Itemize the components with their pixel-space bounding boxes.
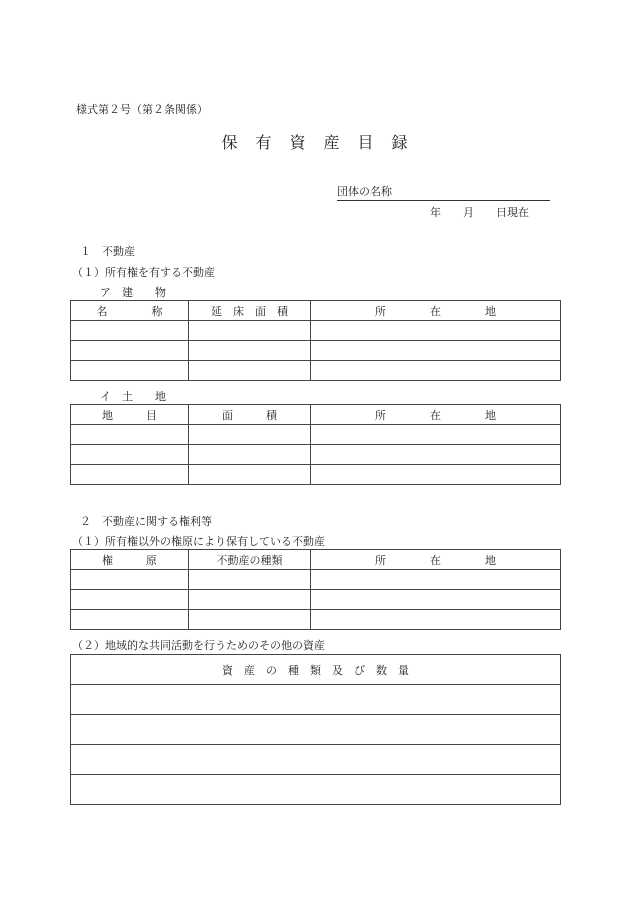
table-cell[interactable] <box>189 610 311 630</box>
section2-sub2: （２）地域的な共同活動を行うためのその他の資産 <box>72 639 325 652</box>
table-row <box>71 685 561 715</box>
table-cell[interactable] <box>311 570 561 590</box>
header-location: 所 在 地 <box>311 301 561 321</box>
table-row <box>71 570 561 590</box>
header-area: 面 積 <box>189 405 311 425</box>
group-name-field[interactable] <box>337 183 550 201</box>
section1-sub1: （１）所有権を有する不動産 <box>72 266 215 279</box>
land-label: イ 土 地 <box>100 390 166 403</box>
date-line: 年 月 日現在 <box>430 206 529 219</box>
other-assets-table <box>70 654 561 805</box>
table-cell[interactable] <box>311 425 561 445</box>
table-cell[interactable] <box>189 590 311 610</box>
table-cell[interactable] <box>311 590 561 610</box>
table-cell[interactable] <box>189 361 311 381</box>
table-cell[interactable] <box>71 570 189 590</box>
table-cell[interactable] <box>189 321 311 341</box>
table-cell[interactable] <box>189 465 311 485</box>
table-cell[interactable] <box>189 425 311 445</box>
table-cell[interactable] <box>189 570 311 590</box>
table-cell[interactable] <box>189 445 311 465</box>
table-row <box>71 321 561 341</box>
table-row <box>71 745 561 775</box>
header-property-type: 不動産の種類 <box>189 550 311 570</box>
land-table <box>70 404 561 485</box>
table-cell[interactable] <box>71 685 561 715</box>
table-cell[interactable] <box>71 341 189 361</box>
section2-sub1: （１）所有権以外の権原により保有している不動産 <box>72 535 325 548</box>
header-floor-area: 延 床 面 積 <box>189 301 311 321</box>
table-cell[interactable] <box>311 361 561 381</box>
table-row <box>71 425 561 445</box>
rights-table <box>70 549 561 630</box>
table-cell[interactable] <box>71 775 561 805</box>
table-cell[interactable] <box>71 590 189 610</box>
table-cell[interactable] <box>71 610 189 630</box>
group-name-label: 団体の名称 <box>337 185 392 198</box>
table-row <box>71 445 561 465</box>
table-cell[interactable] <box>71 715 561 745</box>
page-title: 保 有 資 産 目 録 <box>221 133 409 152</box>
table-cell[interactable] <box>311 610 561 630</box>
table-cell[interactable] <box>71 465 189 485</box>
header-land-category: 地 目 <box>71 405 189 425</box>
table-header-row <box>71 301 561 321</box>
header-name: 名 称 <box>71 301 189 321</box>
buildings-table <box>70 300 561 381</box>
table-row <box>71 610 561 630</box>
table-header-row <box>71 655 561 685</box>
table-header-row <box>71 550 561 570</box>
table-cell[interactable] <box>311 341 561 361</box>
form-label: 様式第２号（第２条関係） <box>76 103 208 116</box>
header-title: 権 原 <box>71 550 189 570</box>
table-cell[interactable] <box>71 425 189 445</box>
table-row <box>71 341 561 361</box>
table-row <box>71 590 561 610</box>
table-row <box>71 465 561 485</box>
table-cell[interactable] <box>71 361 189 381</box>
buildings-label: ア 建 物 <box>100 286 166 299</box>
table-row <box>71 361 561 381</box>
table-cell[interactable] <box>189 341 311 361</box>
table-header-row <box>71 405 561 425</box>
table-cell[interactable] <box>311 321 561 341</box>
table-cell[interactable] <box>311 445 561 465</box>
table-row <box>71 715 561 745</box>
header-location: 所 在 地 <box>311 405 561 425</box>
header-location: 所 在 地 <box>311 550 561 570</box>
table-cell[interactable] <box>71 745 561 775</box>
table-cell[interactable] <box>71 445 189 465</box>
table-cell[interactable] <box>311 465 561 485</box>
table-row <box>71 775 561 805</box>
table-cell[interactable] <box>71 321 189 341</box>
section1-heading: １ 不動産 <box>80 245 135 258</box>
header-asset-type-quantity: 資 産 の 種 類 及 び 数 量 <box>71 655 561 685</box>
section2-heading: ２ 不動産に関する権利等 <box>80 515 212 528</box>
